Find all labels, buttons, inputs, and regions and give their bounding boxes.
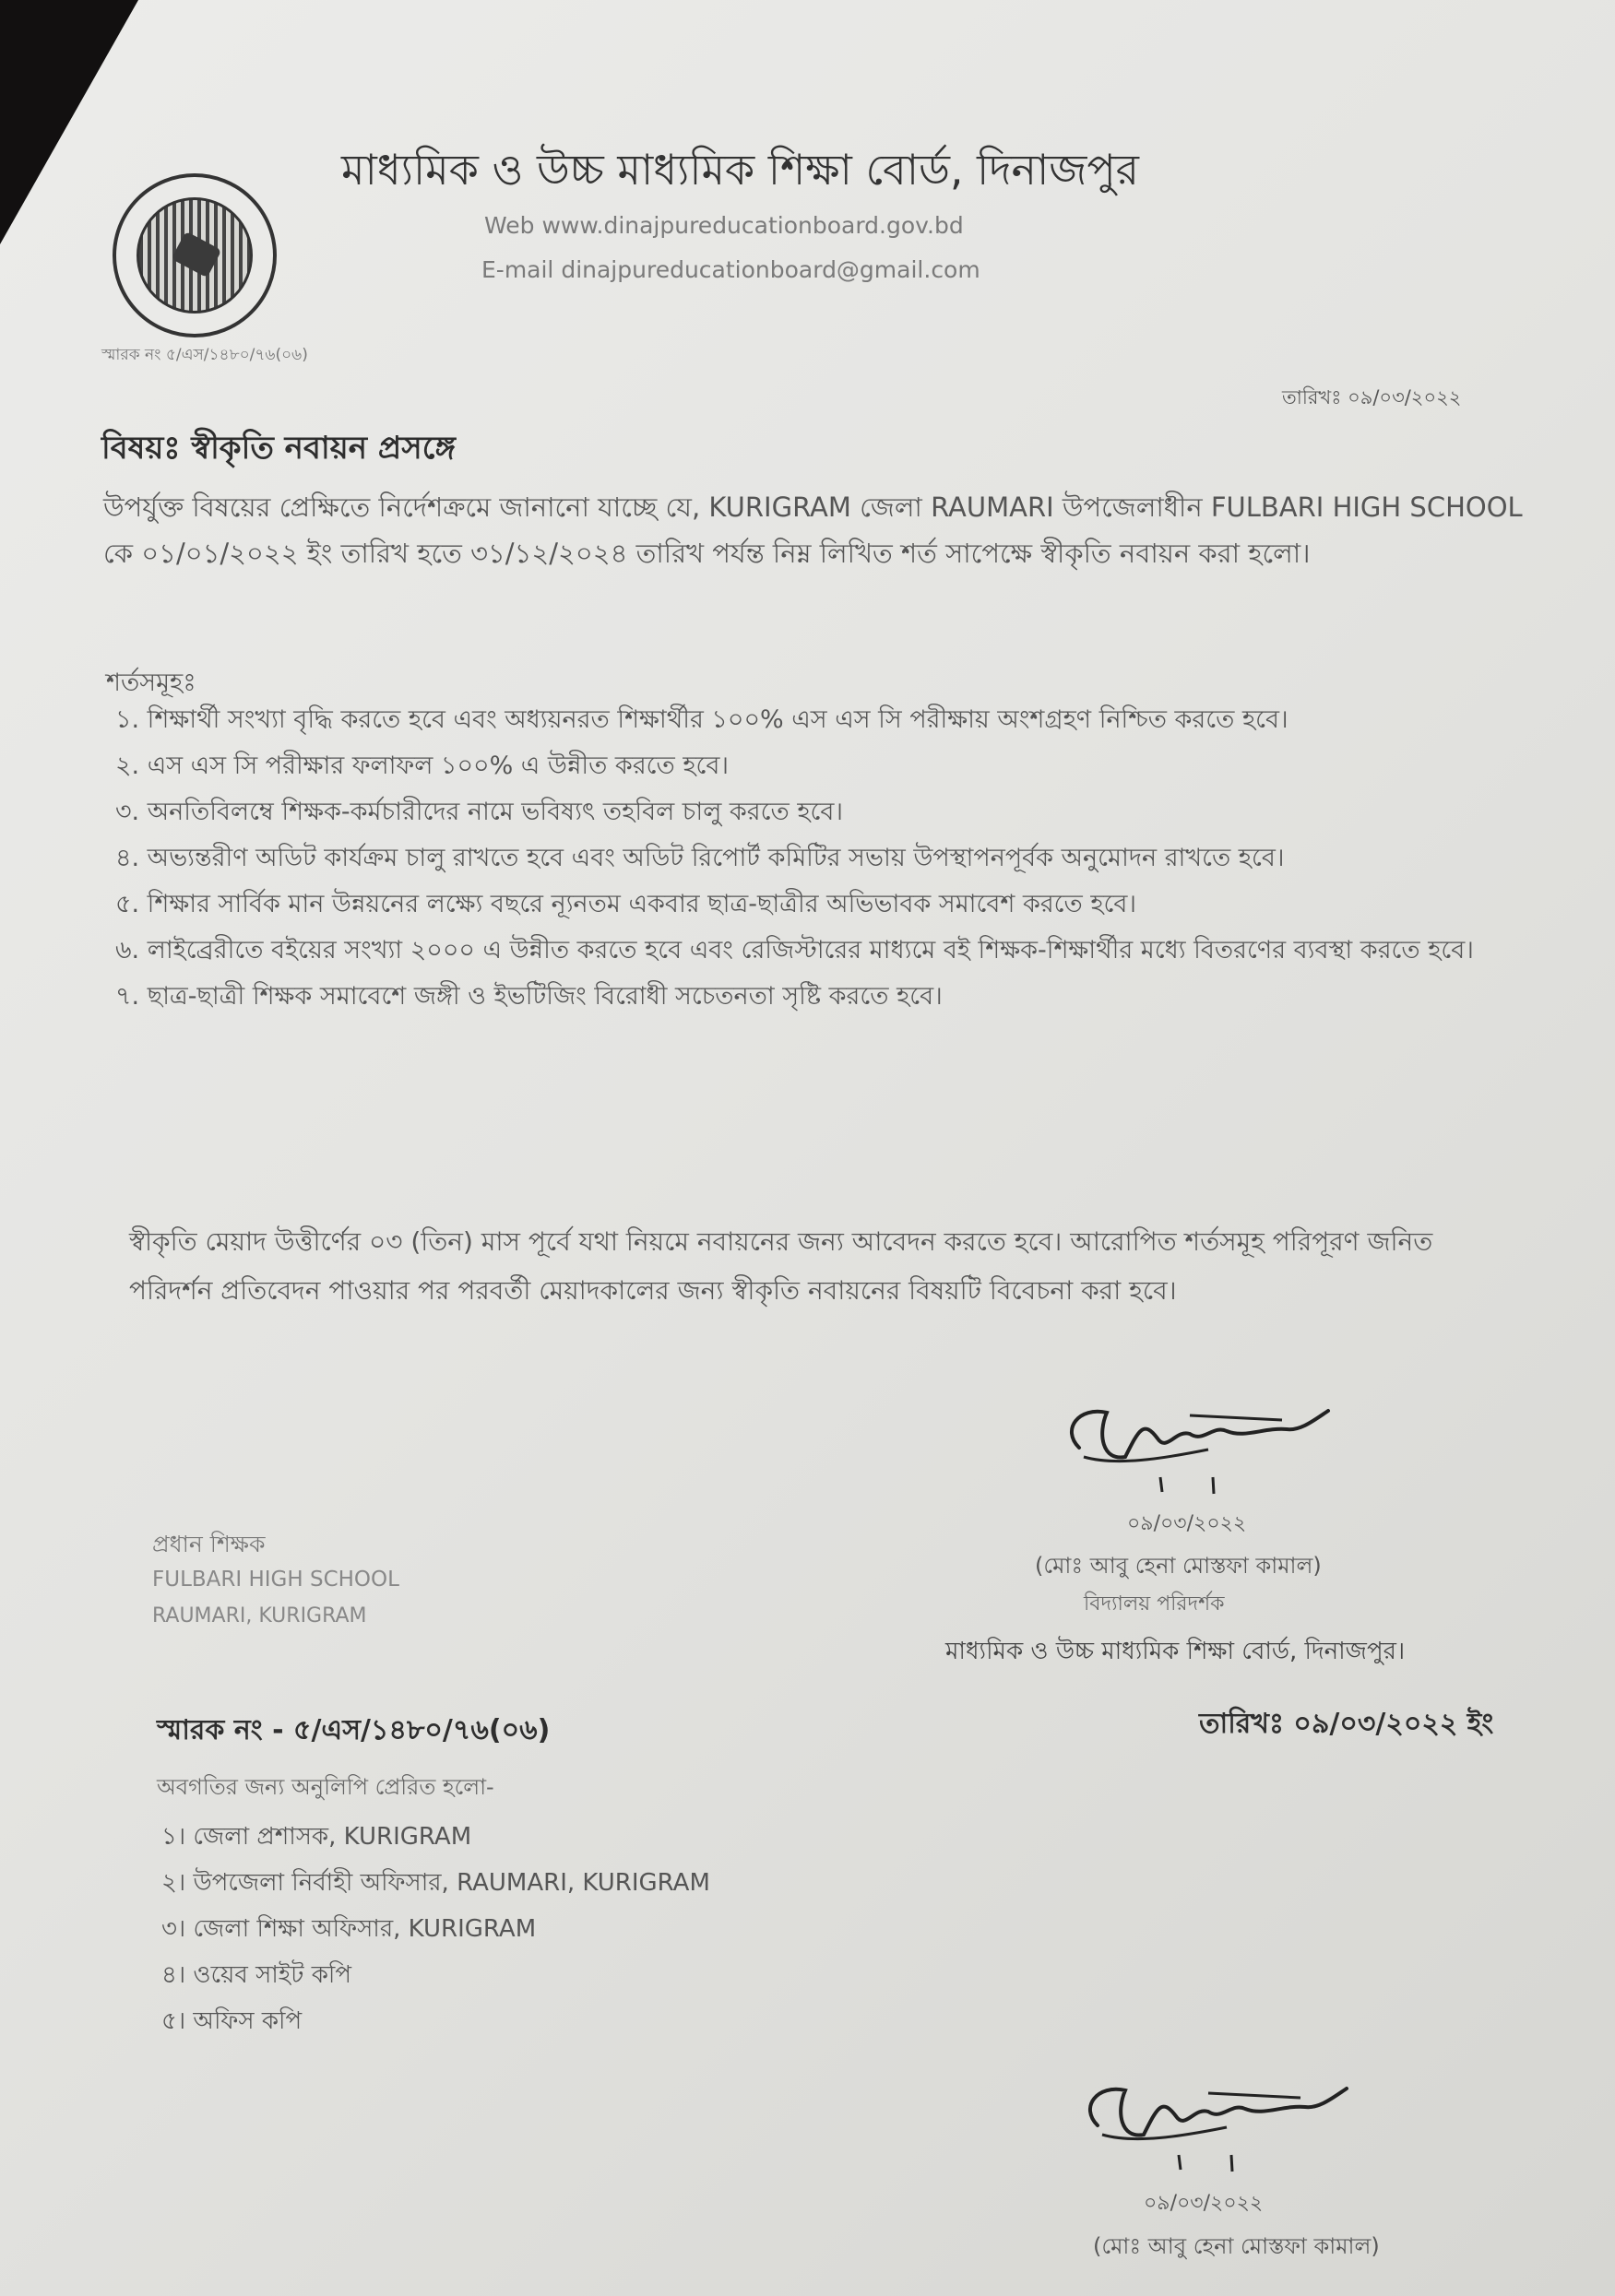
date-top: তারিখঃ ০৯/০৩/২০২২ <box>1282 386 1462 408</box>
cc-item: ৩। জেলা শিক্ষা অফিসার, KURIGRAM <box>161 1915 537 1943</box>
board-email: E-mail dinajpureducationboard@gmail.com <box>481 256 980 283</box>
condition-item: ৩. অনতিবিলম্বে শিক্ষক-কর্মচারীদের নামে ভবিষ্যৎ তহবিল চালু করতে হবে। <box>115 798 844 826</box>
recipient-title: প্রধান শিক্ষক <box>152 1531 266 1557</box>
signature-2-name: (মোঃ আবু হেনা মোস্তফা কামাল) <box>1093 2233 1380 2259</box>
condition-item: ১. শিক্ষার্থী সংখ্যা বৃদ্ধি করতে হবে এবং অধ্যয়নরত শিক্ষার্থীর ১০০% এস এস সি পরীক্ষায় অংশগ্রহণ নিশ্চিত করতে হবে। <box>115 705 1288 734</box>
date-bottom: তারিখঃ ০৯/০৩/২০২২ ইং <box>1199 1708 1494 1740</box>
memo-number-top: স্মারক নং ৫/এস/১৪৮০/৭৬(০৬) <box>101 346 308 364</box>
memo-number-bottom: স্মারক নং - ৫/এস/১৪৮০/৭৬(০৬) <box>157 1714 551 1746</box>
recipient-school: FULBARI HIGH SCHOOL <box>152 1568 399 1592</box>
subject-line: বিষয়ঃ স্বীকৃতি নবায়ন প্রসঙ্গে <box>101 430 456 467</box>
condition-item: ৪. অভ্যন্তরীণ অডিট কার্যক্রম চালু রাখতে হবে এবং অডিট রিপোর্ট কমিটির সভায় উপস্থাপনপূর্বক অনুমোদন রাখতে হবে। <box>115 844 1285 872</box>
signature-1-board: মাধ্যমিক ও উচ্চ মাধ্যমিক শিক্ষা বোর্ড, দিনাজপুর। <box>945 1638 1406 1665</box>
closing-paragraph: স্বীকৃতি মেয়াদ উত্তীর্ণের ০৩ (তিন) মাস পূর্বে যথা নিয়মে নবায়নের জন্য আবেদন করতে হবে। আরোপিত শর্তসমূহ পরিপূরণ জনিত পরিদর্শন প্রতিবেদন পাওয়ার পর পরবর্তী মেয়াদকালের জন্য স্বীকৃতি নবায়নের বিষয়টি বিবেচনা করা হবে। <box>129 1226 1433 1306</box>
signature-1-title: বিদ্যালয় পরিদর্শক <box>1084 1592 1225 1615</box>
condition-item: ৬. লাইব্রেরীতে বইয়ের সংখ্যা ২০০০ এ উন্নীত করতে হবে এবং রেজিস্টারের মাধ্যমে বই শিক্ষক-শিক্ষার্থীর মধ্যে বিতরণের ব্যবস্থা করতে হবে। <box>115 936 1474 965</box>
cc-item: ২। উপজেলা নির্বাহী অফিসার, RAUMARI, KURIGRAM <box>161 1869 710 1897</box>
signature-1-date: ০৯/০৩/২০২২ <box>1127 1512 1247 1535</box>
condition-item: ৭. ছাত্র-ছাত্রী শিক্ষক সমাবেশে জঙ্গী ও ইভটিজিং বিরোধী সচেতনতা সৃষ্টি করতে হবে। <box>115 982 943 1011</box>
signature-2-date: ০৯/০৩/২০২২ <box>1144 2192 1264 2215</box>
cc-item: ৪। ওয়েব সাইট কপি <box>161 1961 352 1989</box>
condition-item: ৫. শিক্ষার সার্বিক মান উন্নয়নের লক্ষ্যে বছরে ন্যূনতম একবার ছাত্র-ছাত্রীর অভিভাবক সমাবেশ করতে হবে। <box>115 890 1137 918</box>
signature-2 <box>1070 2070 1374 2181</box>
conditions-title: শর্তসমূহঃ <box>106 669 196 697</box>
logo-emblem <box>137 197 253 314</box>
board-logo <box>113 173 277 337</box>
conditions-list <box>115 699 1517 1022</box>
cc-list <box>161 1814 710 2044</box>
body-paragraph: উপর্যুক্ত বিষয়ের প্রেক্ষিতে নির্দেশক্রমে জানানো যাচ্ছে যে, KURIGRAM জেলা RAUMARI উপজেলাধীন FULBARI HIGH SCHOOL কে ০১/০১/২০২২ ইং তারিখ হতে ৩১/১২/২০২৪ তারিখ পর্যন্ত নিম্ন লিখিত শর্ত সাপেক্ষে স্বীকৃতি নবায়ন করা হলো। <box>103 491 1523 569</box>
cc-title: অবগতির জন্য অনুলিপি প্রেরিত হলো- <box>157 1774 494 1800</box>
board-name: মাধ্যমিক ও উচ্চ মাধ্যমিক শিক্ষা বোর্ড, দিনাজপুর <box>341 145 1139 195</box>
signature-1-name: (মোঃ আবু হেনা মোস্তফা কামাল) <box>1035 1553 1322 1579</box>
condition-item: ২. এস এস সি পরীক্ষার ফলাফল ১০০% এ উন্নীত করতে হবে। <box>115 752 730 780</box>
dark-corner <box>0 0 138 244</box>
cc-item: ১। জেলা প্রশাসক, KURIGRAM <box>161 1823 472 1851</box>
recipient-place: RAUMARI, KURIGRAM <box>152 1604 367 1627</box>
board-website: Web www.dinajpureducationboard.gov.bd <box>484 212 964 239</box>
cc-item: ৫। অফিস কপি <box>161 2007 303 2035</box>
signature-1 <box>1051 1392 1356 1503</box>
